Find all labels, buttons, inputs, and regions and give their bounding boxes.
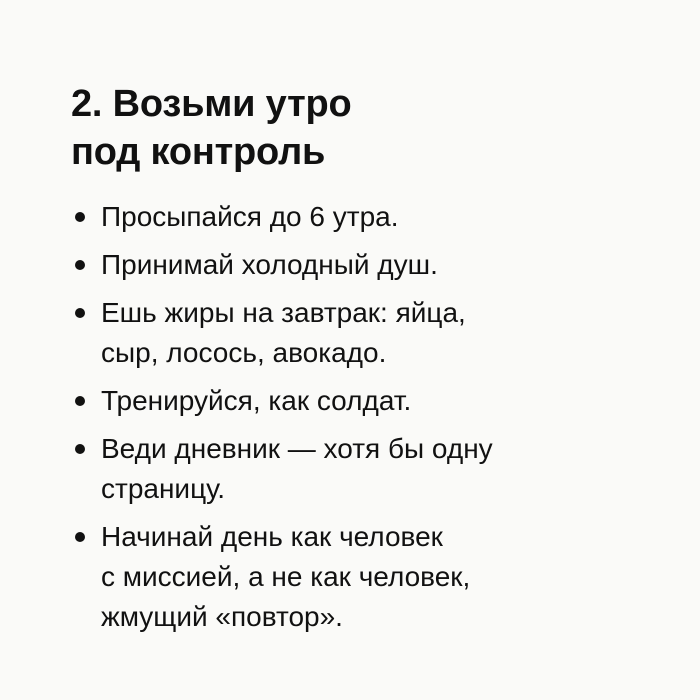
- list-item-line: Принимай холодный душ.: [101, 249, 438, 280]
- list-item: [71, 429, 631, 509]
- list-item: [71, 197, 631, 237]
- bullet-icon: [75, 396, 85, 406]
- bullet-icon: [75, 308, 85, 318]
- list-item: [71, 293, 631, 373]
- list-item-line: жмущий «повтор».: [101, 601, 343, 632]
- list-item-text: [101, 293, 631, 373]
- heading-line: под контроль: [71, 131, 326, 173]
- bullet-icon: [75, 212, 85, 222]
- bullet-icon: [75, 532, 85, 542]
- list-item-line: с миссией, а не как человек,: [101, 561, 471, 592]
- list-item-line: Просыпайся до 6 утра.: [101, 201, 399, 232]
- heading-line: 2. Возьми утро: [71, 83, 352, 125]
- bullet-icon: [75, 444, 85, 454]
- list-item-text: [101, 245, 631, 285]
- list-item-line: Веди дневник — хотя бы одну: [101, 433, 493, 464]
- list-item-text: [101, 197, 631, 237]
- list-item: [71, 245, 631, 285]
- heading: [71, 80, 631, 176]
- list-item-line: страницу.: [101, 473, 226, 504]
- list-item-line: Тренируйся, как солдат.: [101, 385, 412, 416]
- list-item-text: [101, 381, 631, 421]
- list-item: [71, 381, 631, 421]
- bullet-icon: [75, 260, 85, 270]
- list-item: [71, 517, 631, 637]
- list-item-line: Ешь жиры на завтрак: яйца,: [101, 297, 466, 328]
- list-item-text: [101, 429, 631, 509]
- list-item-text: [101, 517, 631, 637]
- list-item-line: Начинай день как человек: [101, 521, 443, 552]
- list-item-line: сыр, лосось, авокадо.: [101, 337, 387, 368]
- tips-list: [71, 197, 631, 645]
